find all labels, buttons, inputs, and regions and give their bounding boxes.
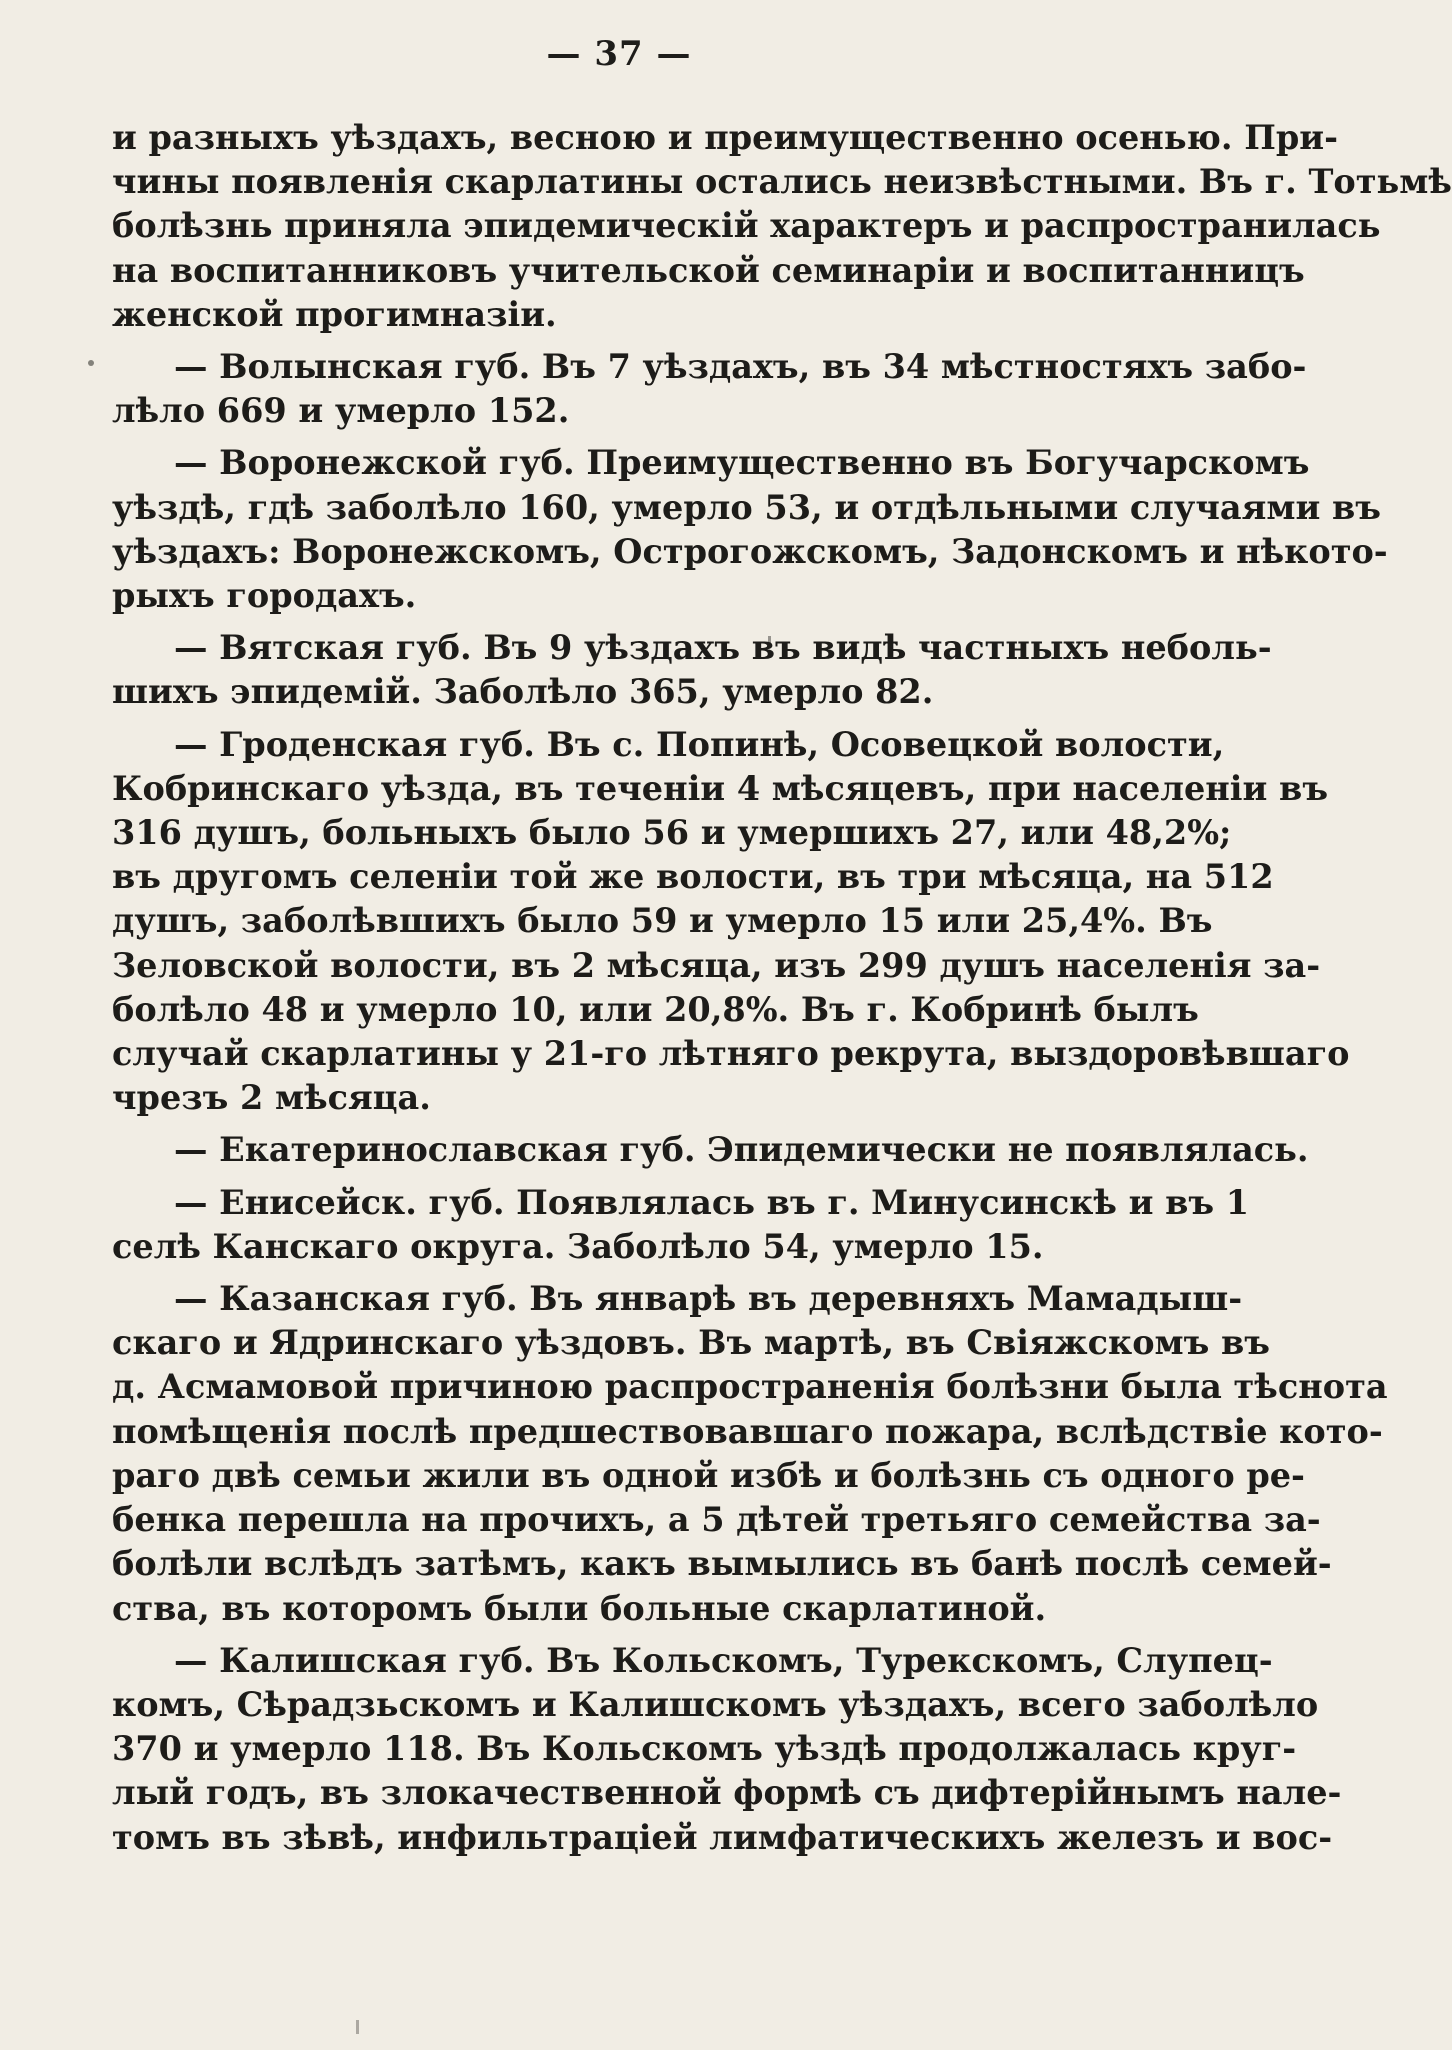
text-line: помѣщенія послѣ предшествовавшаго пожара, вслѣдствіе кото-: [112, 1411, 1383, 1451]
text-line: комъ, Сѣрадзьскомъ и Калишскомъ уѣздахъ, всего заболѣло: [112, 1684, 1319, 1724]
text-line: — Воронежской губ. Преимущественно въ Богучарскомъ: [174, 443, 1310, 483]
ink-speck: [88, 360, 94, 366]
paragraph: [112, 1277, 1388, 1631]
text-line: — Екатеринославская губ. Эпидемически не появлялась.: [174, 1130, 1309, 1170]
paragraph: [112, 1639, 1342, 1860]
paragraph: [112, 1181, 1250, 1269]
text-line: на воспитанниковъ учительской семинаріи и воспитанницъ: [112, 250, 1305, 290]
text-line: томъ въ зѣвѣ, инфильтраціей лимфатическихъ железъ и вос-: [112, 1817, 1333, 1857]
text-line: въ другомъ селеніи той же волости, въ три мѣсяца, на 512: [112, 857, 1274, 897]
text-line: женской прогимназіи.: [112, 294, 557, 334]
text-line: чины появленія скарлатины остались неизвѣстными. Въ г. Тотьмѣ: [112, 162, 1452, 202]
text-line: чрезъ 2 мѣсяца.: [112, 1078, 431, 1118]
text-line: — Казанская губ. Въ январѣ въ деревняхъ Мамадыш-: [174, 1279, 1243, 1319]
text-line: болѣли вслѣдъ затѣмъ, какъ вымылись въ банѣ послѣ семей-: [112, 1544, 1332, 1584]
text-line: уѣздахъ: Воронежскомъ, Острогожскомъ, Задонскомъ и нѣкото-: [112, 531, 1388, 571]
text-line: болѣло 48 и умерло 10, или 20,8%. Въ г. Кобринѣ былъ: [112, 989, 1199, 1029]
text-line: скаго и Ядринскаго уѣздовъ. Въ мартѣ, въ Свіяжскомъ въ: [112, 1323, 1270, 1363]
text-line: — Калишская губ. Въ Кольскомъ, Турекскомъ, Слупец-: [174, 1640, 1273, 1680]
text-line: бенка перешла на прочихъ, а 5 дѣтей третьяго семейства за-: [112, 1500, 1321, 1540]
text-line: ства, въ которомъ были больные скарлатиной.: [112, 1588, 1047, 1628]
text-line: раго двѣ семьи жили въ одной избѣ и болѣзнь съ одного ре-: [112, 1455, 1305, 1495]
paragraph: [112, 345, 1307, 433]
text-line: уѣздѣ, гдѣ заболѣло 160, умерло 53, и отдѣльными случаями въ: [112, 487, 1381, 527]
page-number: — 37 —: [546, 34, 692, 74]
text-line: 316 душъ, больныхъ было 56 и умершихъ 27, или 48,2%;: [112, 813, 1232, 853]
text-line: 370 и умерло 118. Въ Кольскомъ уѣздѣ продолжалась круг-: [112, 1729, 1297, 1769]
paragraph: [112, 626, 1272, 714]
text-line: — Вятская губ. Въ 9 уѣздахъ въ видѣ частныхъ неболь-: [174, 628, 1272, 668]
text-line: Зеловской волости, въ 2 мѣсяца, изъ 299 душъ населенія за-: [112, 945, 1321, 985]
paragraph: [112, 441, 1388, 618]
text-line: лый годъ, въ злокачественной формѣ съ дифтерійнымъ нале-: [112, 1773, 1342, 1813]
text-line: — Волынская губ. Въ 7 уѣздахъ, въ 34 мѣстностяхъ забо-: [174, 347, 1307, 387]
text-line: д. Асмамовой причиною распространенія болѣзни была тѣснота: [112, 1367, 1388, 1407]
ink-mark: [356, 2020, 359, 2034]
paragraph: [112, 723, 1350, 1121]
text-line: и разныхъ уѣздахъ, весною и преимущественно осенью. При-: [112, 118, 1339, 157]
text-line: лѣло 669 и умерло 152.: [112, 391, 570, 431]
text-line: болѣзнь приняла эпидемическій характеръ и распространилась: [112, 206, 1381, 246]
text-line: шихъ эпидемій. Заболѣло 365, умерло 82.: [112, 672, 934, 712]
text-line: — Гроденская губ. Въ с. Попинѣ, Осовецкой волости,: [174, 724, 1225, 764]
text-line: селѣ Канскаго округа. Заболѣло 54, умерло 15.: [112, 1226, 1044, 1266]
text-line: душъ, заболѣвшихъ было 59 и умерло 15 или 25,4%. Въ: [112, 901, 1213, 941]
text-line: рыхъ городахъ.: [112, 576, 417, 616]
text-line: Кобринскаго уѣзда, въ теченіи 4 мѣсяцевъ, при населеніи въ: [112, 768, 1329, 808]
paragraph: [112, 1128, 1309, 1172]
body-text: [112, 116, 1452, 1860]
text-line: случай скарлатины у 21-го лѣтняго рекрута, выздоровѣвшаго: [112, 1034, 1350, 1074]
paragraph: [112, 116, 1452, 337]
text-line: — Енисейск. губ. Появлялась въ г. Минусинскѣ и въ 1: [174, 1182, 1250, 1222]
